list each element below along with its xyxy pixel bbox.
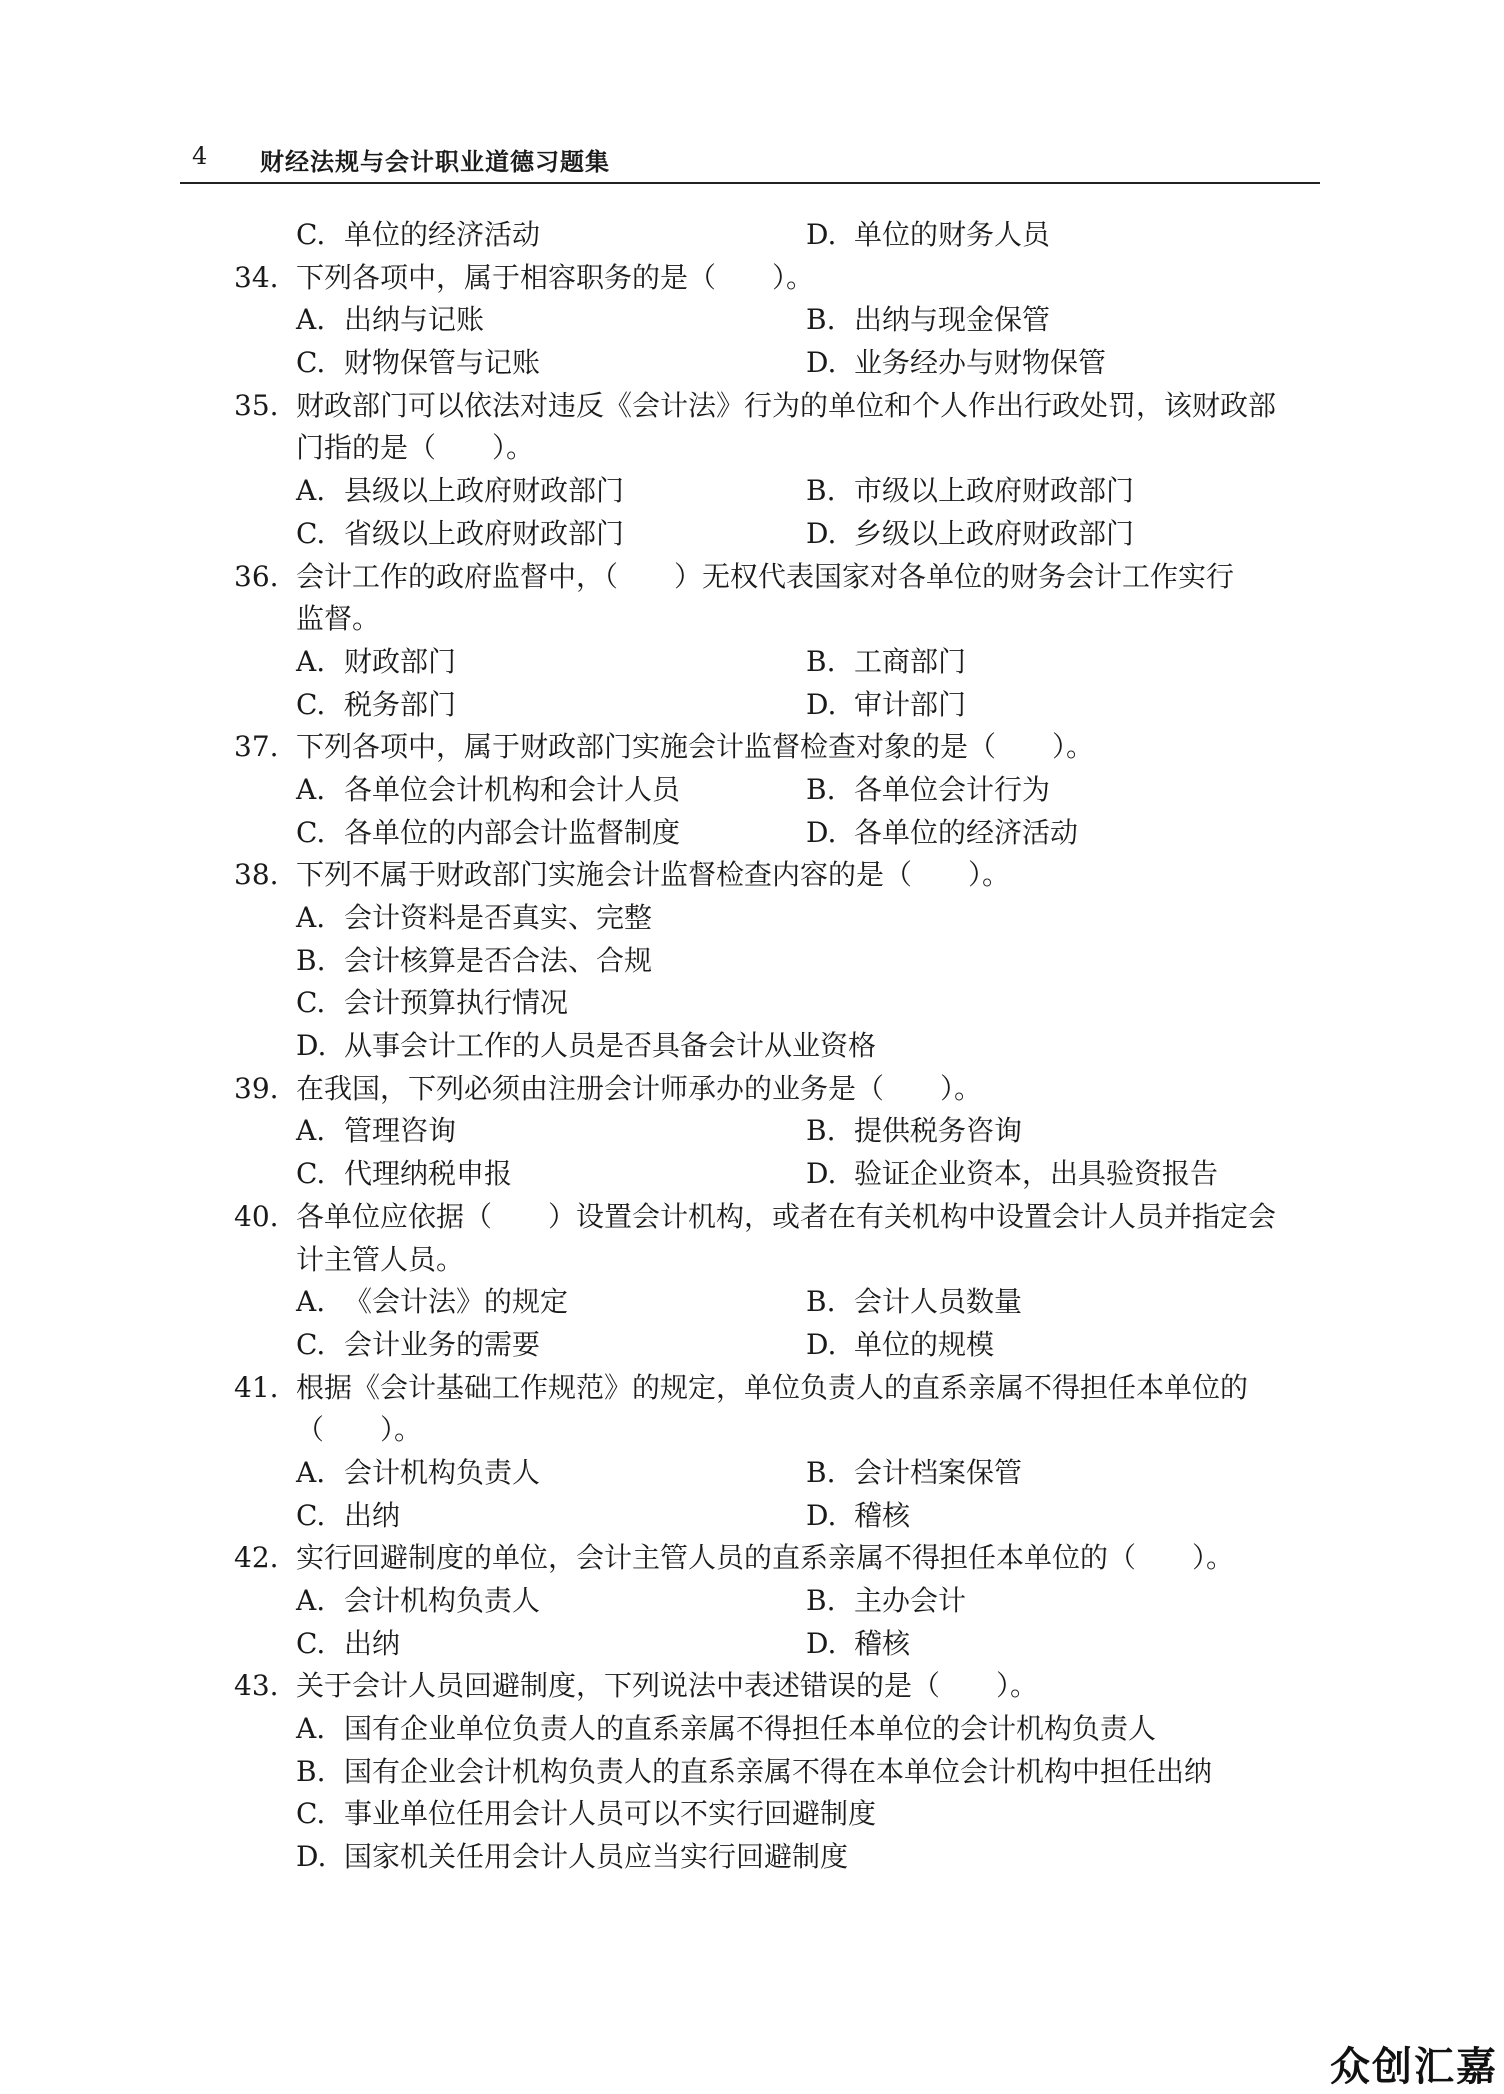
question-text: 会计工作的政府监督中，（ ）无权代表国家对各单位的财务会计工作实行 (296, 559, 1235, 593)
option-label: C. (296, 218, 326, 251)
option-label: B. (296, 1754, 326, 1788)
option-text: 财政部门 (344, 644, 457, 678)
option-text: 会计档案保管 (854, 1455, 1023, 1489)
option-text: 《会计法》的规定 (344, 1285, 569, 1319)
book-title: 财经法规与会计职业道德习题集 (260, 148, 610, 176)
option (806, 1281, 1022, 1324)
option (296, 1623, 806, 1666)
option (806, 641, 966, 684)
option (296, 684, 806, 727)
option-label: C. (296, 986, 326, 1020)
option-row (234, 299, 1324, 342)
option-text: 事业单位任用会计人员可以不实行回避制度 (344, 1797, 877, 1831)
option-row (234, 342, 1324, 385)
option-text: 从事会计工作的人员是否具备会计从业资格 (344, 1029, 877, 1063)
option-row (234, 769, 1324, 812)
question-text: 下列不属于财政部门实施会计监督检查内容的是（ ）。 (296, 858, 1011, 892)
question-number: 36. (234, 559, 279, 593)
option-text: 出纳 (344, 1498, 401, 1532)
option-row (234, 214, 1324, 257)
option (806, 1623, 910, 1666)
question-text: 下列各项中，属于相容职务的是（ ）。 (296, 260, 815, 294)
option-text: 市级以上政府财政部门 (854, 474, 1135, 508)
option-text: 县级以上政府财政部门 (344, 474, 625, 508)
option-row (234, 1452, 1324, 1495)
option-text: 单位的财务人员 (854, 218, 1051, 251)
option (806, 1153, 1218, 1196)
option (806, 299, 1050, 342)
option (296, 1495, 806, 1538)
option-text: 各单位的经济活动 (854, 815, 1079, 849)
option-row (234, 1836, 1324, 1879)
option-row (234, 684, 1324, 727)
option-row (234, 1708, 1324, 1751)
option-label: A. (296, 772, 326, 806)
option-text: 各单位会计机构和会计人员 (344, 772, 681, 806)
option (296, 470, 806, 513)
option-text: 会计业务的需要 (344, 1327, 541, 1361)
option (806, 684, 966, 727)
option-text: 单位的规模 (854, 1327, 995, 1361)
page-header (180, 138, 1320, 184)
option-text: 出纳 (344, 1626, 401, 1660)
option-label: C. (296, 346, 326, 380)
question-number: 43. (234, 1669, 279, 1703)
question-number: 41. (234, 1370, 279, 1404)
option-text: 单位的经济活动 (344, 218, 541, 251)
option-text: 提供税务咨询 (854, 1114, 1023, 1148)
option-text: 稽核 (854, 1498, 911, 1532)
option (296, 513, 806, 556)
option-text: 出纳与记账 (344, 303, 485, 337)
option (296, 641, 806, 684)
question-text: 财政部门可以依法对违反《会计法》行为的单位和个人作出行政处罚，该财政部 (296, 388, 1277, 422)
option-label: D. (806, 346, 837, 380)
option-label: B. (806, 1455, 836, 1489)
option-label: B. (296, 943, 326, 977)
option-row (234, 1281, 1324, 1324)
option-text: 会计人员数量 (854, 1285, 1023, 1319)
option-label: C. (296, 1157, 326, 1191)
question-line (234, 1665, 1324, 1708)
option-label: B. (806, 772, 836, 806)
option-label: D. (806, 1626, 837, 1660)
option-label: A. (296, 1114, 326, 1148)
option-text: 国家机关任用会计人员应当实行回避制度 (344, 1840, 849, 1874)
option-text: 管理咨询 (344, 1114, 457, 1148)
option (806, 1580, 966, 1623)
option-row (234, 1580, 1324, 1623)
question-number: 34. (234, 260, 279, 294)
option-label: B. (806, 474, 836, 508)
option (296, 1580, 806, 1623)
option-label: B. (806, 1114, 836, 1148)
option (806, 513, 1134, 556)
option (806, 1110, 1022, 1153)
question-number: 42. (234, 1541, 279, 1575)
option-row (234, 812, 1324, 855)
question-line (234, 385, 1324, 428)
option-row (234, 1110, 1324, 1153)
option (806, 769, 1050, 812)
option-label: A. (296, 303, 326, 337)
option-row (234, 1153, 1324, 1196)
option (296, 214, 806, 257)
option-text: 工商部门 (854, 644, 967, 678)
question-number: 35. (234, 388, 279, 422)
question-text: 各单位应依据（ ）设置会计机构，或者在有关机构中设置会计人员并指定会 (296, 1199, 1277, 1233)
option-label: D. (806, 218, 837, 251)
option-row (234, 641, 1324, 684)
option (806, 1452, 1022, 1495)
option-label: B. (806, 644, 836, 678)
option-label: C. (296, 687, 326, 721)
option-text: 审计部门 (854, 687, 967, 721)
question-continuation: 监督。 (296, 602, 381, 636)
option-label: A. (296, 1584, 326, 1617)
question-line (234, 1537, 1324, 1580)
option-label: D. (806, 516, 837, 550)
option-row (234, 897, 1324, 940)
option-label: C. (296, 516, 326, 550)
option-text: 会计核算是否合法、合规 (344, 943, 653, 977)
question-line (234, 854, 1324, 897)
option-text: 乡级以上政府财政部门 (854, 516, 1135, 550)
option-label: D. (296, 1840, 327, 1874)
option-row (234, 940, 1324, 983)
question-line (234, 257, 1324, 300)
option-text: 财物保管与记账 (344, 346, 541, 380)
option (296, 1281, 806, 1324)
option-text: 国有企业单位负责人的直系亲属不得担任本单位的会计机构负责人 (344, 1712, 1157, 1746)
option-label: A. (296, 644, 326, 678)
option (296, 1153, 806, 1196)
option-label: C. (296, 815, 326, 849)
option-label: D. (806, 815, 837, 849)
question-number: 38. (234, 858, 279, 892)
option-label: B. (806, 1584, 836, 1617)
option-row (234, 513, 1324, 556)
watermark: 众创汇嘉 (1330, 2044, 1498, 2090)
option-label: C. (296, 1498, 326, 1532)
option-text: 税务部门 (344, 687, 457, 721)
option (296, 812, 806, 855)
option-text: 会计资料是否真实、完整 (344, 901, 653, 934)
question-text: 根据《会计基础工作规范》的规定，单位负责人的直系亲属不得担任本单位的 (296, 1370, 1249, 1404)
question-line (234, 1196, 1324, 1239)
option-text: 会计机构负责人 (344, 1455, 541, 1489)
option (806, 342, 1106, 385)
question-line (234, 556, 1324, 599)
option-label: D. (296, 1029, 327, 1063)
question-continuation: 门指的是（ ）。 (296, 431, 535, 465)
option (296, 1452, 806, 1495)
option (296, 1110, 806, 1153)
option-label: B. (806, 1285, 836, 1319)
option-text: 各单位会计行为 (854, 772, 1051, 806)
option-text: 省级以上政府财政部门 (344, 516, 625, 550)
option-text: 各单位的内部会计监督制度 (344, 815, 681, 849)
option-text: 稽核 (854, 1626, 911, 1660)
option-label: B. (806, 303, 836, 337)
option-label: A. (296, 474, 326, 508)
option (296, 769, 806, 812)
option-text: 国有企业会计机构负责人的直系亲属不得在本单位会计机构中担任出纳 (344, 1754, 1213, 1788)
option-label: D. (806, 1327, 837, 1361)
question-line (234, 1367, 1324, 1410)
option-label: C. (296, 1626, 326, 1660)
option (296, 342, 806, 385)
option-label: C. (296, 1797, 326, 1831)
option-text: 验证企业资本，出具验资报告 (854, 1157, 1219, 1191)
question-number: 37. (234, 730, 279, 764)
option-label: A. (296, 1455, 326, 1489)
question-number: 39. (234, 1071, 279, 1105)
option (296, 1324, 806, 1367)
option (806, 812, 1078, 855)
question-line (234, 726, 1324, 769)
option-row (234, 1025, 1324, 1068)
question-list (234, 214, 1324, 1879)
option-text: 代理纳税申报 (344, 1157, 513, 1191)
question-number: 40. (234, 1199, 279, 1233)
option-row (234, 1324, 1324, 1367)
option-label: A. (296, 1712, 326, 1746)
option-text: 出纳与现金保管 (854, 303, 1051, 337)
page-number: 4 (192, 142, 208, 170)
option-label: D. (806, 687, 837, 721)
question-text: 关于会计人员回避制度，下列说法中表述错误的是（ ）。 (296, 1669, 1039, 1703)
option-label: C. (296, 1327, 326, 1361)
option-row (234, 470, 1324, 513)
question-line (234, 1068, 1324, 1111)
question-text: 在我国，下列必须由注册会计师承办的业务是（ ）。 (296, 1071, 983, 1105)
option-text: 会计机构负责人 (344, 1584, 541, 1617)
option-label: D. (806, 1498, 837, 1532)
option-label: A. (296, 1285, 326, 1319)
option-text: 业务经办与财物保管 (854, 346, 1107, 380)
option-label: D. (806, 1157, 837, 1191)
option (806, 1495, 910, 1538)
option-text: 会计预算执行情况 (344, 986, 569, 1020)
question-continuation: 计主管人员。 (296, 1242, 465, 1276)
option-row (234, 1751, 1324, 1794)
question-continuation: （ ）。 (296, 1413, 423, 1447)
option (296, 299, 806, 342)
option (806, 470, 1134, 513)
question-text: 下列各项中，属于财政部门实施会计监督检查对象的是（ ）。 (296, 730, 1095, 764)
option-row (234, 1793, 1324, 1836)
option-label: A. (296, 901, 326, 934)
question-text: 实行回避制度的单位，会计主管人员的直系亲属不得担任本单位的（ ）。 (296, 1541, 1235, 1575)
option-text: 主办会计 (854, 1584, 967, 1617)
option-row (234, 982, 1324, 1025)
option (806, 214, 1050, 257)
option-row (234, 1623, 1324, 1666)
option-row (234, 1495, 1324, 1538)
option (806, 1324, 994, 1367)
